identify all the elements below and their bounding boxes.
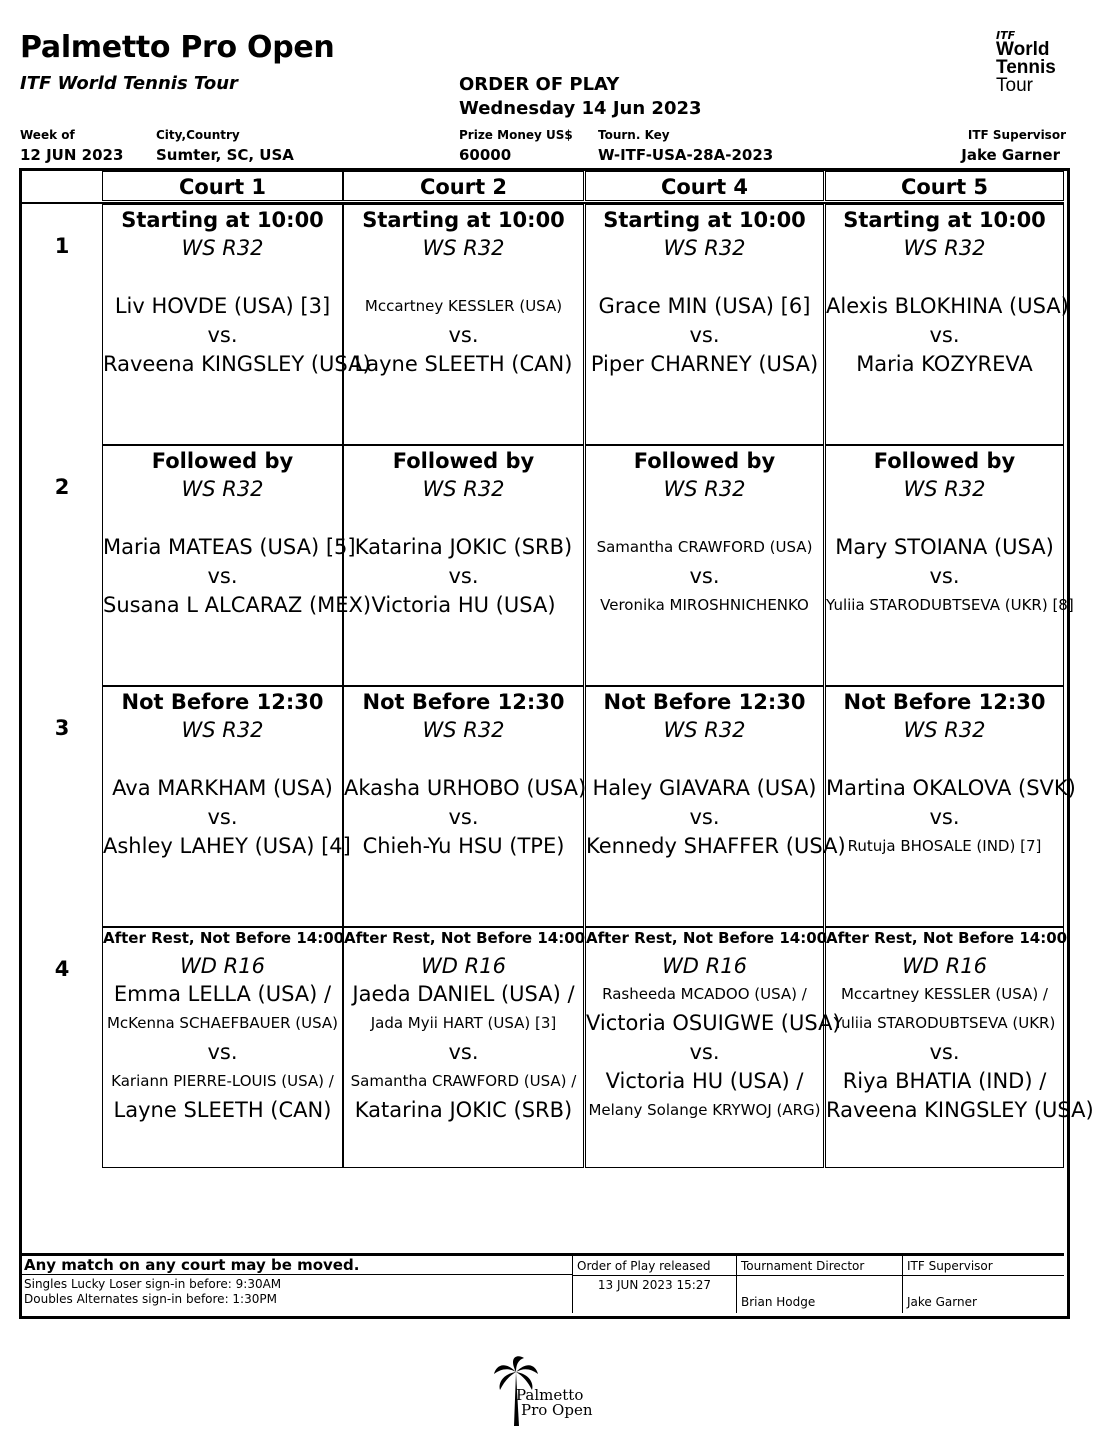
player-2: Ashley LAHEY (USA) [4] xyxy=(103,834,351,858)
start-time: Starting at 10:00 xyxy=(603,208,806,232)
supervisor-value: Jake Garner xyxy=(961,146,1060,164)
event-round: WS R32 xyxy=(422,236,505,260)
vs-label: vs. xyxy=(929,805,960,829)
logo-tour-text: Tour xyxy=(996,75,1033,96)
footer xyxy=(22,1253,1064,1316)
match-cell xyxy=(585,204,824,445)
team-2-player-1: Victoria HU (USA) / xyxy=(605,1069,804,1093)
player-2: Kennedy SHAFFER (USA) xyxy=(586,834,846,858)
player-2: Susana L ALCARAZ (MEX) xyxy=(103,593,372,617)
spacer xyxy=(826,262,1063,292)
row-number-4: 4 xyxy=(54,957,70,981)
start-time: Starting at 10:00 xyxy=(362,208,565,232)
team-2-player-2: Katarina JOKIC (SRB) xyxy=(354,1098,573,1122)
row-number-3: 3 xyxy=(54,716,70,740)
player-2: Chieh-Yu HSU (TPE) xyxy=(362,834,565,858)
city-label: City,Country xyxy=(156,128,240,142)
event-round: WS R32 xyxy=(181,236,264,260)
spacer xyxy=(586,262,823,292)
match-cell xyxy=(585,445,824,686)
start-time: Followed by xyxy=(392,449,535,473)
event-round: WD R16 xyxy=(180,954,265,978)
spacer xyxy=(586,503,823,533)
logo-tennis-text: Tennis xyxy=(996,57,1056,78)
match-cell xyxy=(102,204,371,445)
team-1-player-1: Mccartney KESSLER (USA) / xyxy=(840,985,1048,1003)
start-time: Not Before 12:30 xyxy=(121,690,324,714)
start-time: Followed by xyxy=(633,449,776,473)
signin-notes xyxy=(22,1274,572,1307)
spacer xyxy=(344,744,583,774)
spacer xyxy=(826,503,1063,533)
tourn-key-label: Tourn. Key xyxy=(598,128,670,142)
start-time: Not Before 12:30 xyxy=(362,690,565,714)
event-round: WS R32 xyxy=(422,718,505,742)
team-1-player-1: Rasheeda MCADOO (USA) / xyxy=(602,985,807,1003)
td-value: Brian Hodge xyxy=(737,1275,902,1310)
vs-label: vs. xyxy=(689,1040,720,1064)
supervisor-label: ITF Supervisor xyxy=(967,128,1066,142)
team-1-player-1: Emma LELLA (USA) / xyxy=(113,982,332,1006)
event-round: WS R32 xyxy=(903,718,986,742)
match-cell xyxy=(585,686,846,927)
start-time: After Rest, Not Before 14:00 xyxy=(103,929,345,947)
team-2-player-2: Layne SLEETH (CAN) xyxy=(113,1098,332,1122)
vs-label: vs. xyxy=(689,564,720,588)
spacer xyxy=(103,262,342,292)
world-tennis-tour-logo xyxy=(996,30,1068,102)
match-cell xyxy=(102,927,343,1168)
start-time: Not Before 12:30 xyxy=(603,690,806,714)
match-cell xyxy=(343,445,584,686)
palm-logo-line2: Pro Open xyxy=(521,1401,593,1419)
spacer xyxy=(103,744,342,774)
player-1: Ava MARKHAM (USA) xyxy=(112,776,333,800)
team-1-player-2: McKenna SCHAEFBAUER (USA) xyxy=(106,1014,339,1032)
match-cell xyxy=(343,927,584,1168)
vs-label: vs. xyxy=(207,323,238,347)
vs-label: vs. xyxy=(207,1040,238,1064)
player-1: Alexis BLOKHINA (USA) xyxy=(826,294,1069,318)
player-1: Mary STOIANA (USA) xyxy=(835,535,1054,559)
player-2: Piper CHARNEY (USA) xyxy=(590,352,819,376)
spacer xyxy=(826,744,1063,774)
footer-sup-value: Jake Garner xyxy=(903,1275,1064,1310)
player-2: Layne SLEETH (CAN) xyxy=(354,352,573,376)
footer-supervisor-box xyxy=(902,1256,1064,1313)
team-1-player-1: Jaeda DANIEL (USA) / xyxy=(352,982,575,1006)
match-cell xyxy=(102,686,351,927)
event-round: WD R16 xyxy=(902,954,987,978)
team-2-player-1: Kariann PIERRE-LOUIS (USA) / xyxy=(111,1072,334,1090)
team-2-player-1: Riya BHATIA (IND) / xyxy=(842,1069,1047,1093)
match-cell xyxy=(343,686,587,927)
start-time: Starting at 10:00 xyxy=(121,208,324,232)
vs-label: vs. xyxy=(207,805,238,829)
team-1-player-2: Yuliia STARODUBTSEVA (UKR) xyxy=(833,1014,1056,1032)
spacer xyxy=(344,503,583,533)
spacer xyxy=(344,262,583,292)
match-cell xyxy=(102,445,372,686)
start-time: After Rest, Not Before 14:00 xyxy=(586,929,828,947)
vs-label: vs. xyxy=(929,323,960,347)
player-2: Rutuja BHOSALE (IND) [7] xyxy=(847,837,1042,855)
court-header-1: Court 1 xyxy=(102,171,343,201)
event-round: WS R32 xyxy=(181,477,264,501)
start-time: Starting at 10:00 xyxy=(843,208,1046,232)
lucky-loser-note: Singles Lucky Loser sign-in before: 9:30AM xyxy=(24,1277,282,1291)
player-1: Mccartney KESSLER (USA) xyxy=(364,297,563,315)
vs-label: vs. xyxy=(689,323,720,347)
match-cell xyxy=(825,445,1074,686)
event-round: WS R32 xyxy=(181,718,264,742)
team-1-player-2: Victoria OSUIGWE (USA) xyxy=(586,1011,841,1035)
prize-label: Prize Money US$ xyxy=(459,128,573,142)
court-header-2: Court 2 xyxy=(343,171,584,201)
event-round: WS R32 xyxy=(663,477,746,501)
order-of-play-label: ORDER OF PLAY xyxy=(459,74,620,95)
event-round: WS R32 xyxy=(903,236,986,260)
tourn-key-value: W-ITF-USA-28A-2023 xyxy=(598,146,774,164)
team-1-player-2: Jada Myii HART (USA) [3] xyxy=(370,1014,557,1032)
player-2: Veronika MIROSHNICHENKO xyxy=(600,596,809,614)
vs-label: vs. xyxy=(448,1040,479,1064)
spacer xyxy=(103,503,342,533)
row-number-1: 1 xyxy=(54,234,70,258)
palm-logo-line1: Palmetto xyxy=(516,1386,584,1404)
itf-logo-text: ITF xyxy=(996,29,1016,42)
footer-sup-label: ITF Supervisor xyxy=(907,1259,993,1273)
city-value: Sumter, SC, USA xyxy=(156,146,294,164)
player-1: Maria MATEAS (USA) [5] xyxy=(103,535,356,559)
player-2: Maria KOZYREVA xyxy=(856,352,1033,376)
palmetto-pro-open-logo xyxy=(494,1356,594,1428)
event-round: WD R16 xyxy=(662,954,747,978)
match-cell xyxy=(825,204,1069,445)
prize-value: 60000 xyxy=(459,146,512,164)
start-time: After Rest, Not Before 14:00 xyxy=(344,929,586,947)
vs-label: vs. xyxy=(689,805,720,829)
td-label: Tournament Director xyxy=(741,1259,865,1273)
match-cell xyxy=(825,927,1094,1168)
event-round: WS R32 xyxy=(663,236,746,260)
team-2-player-2: Melany Solange KRYWOJ (ARG) xyxy=(588,1101,821,1119)
player-1: Haley GIAVARA (USA) xyxy=(592,776,817,800)
match-cell xyxy=(585,927,841,1168)
match-cell xyxy=(343,204,584,445)
tournament-title: Palmetto Pro Open xyxy=(20,30,335,65)
event-round: WS R32 xyxy=(422,477,505,501)
vs-label: vs. xyxy=(207,564,238,588)
court-move-notice: Any match on any court may be moved. xyxy=(24,1256,360,1274)
vs-label: vs. xyxy=(448,564,479,588)
match-cell xyxy=(825,686,1076,927)
player-2: Yuliia STARODUBTSEVA (UKR) [8] xyxy=(826,596,1074,614)
start-time: Followed by xyxy=(151,449,294,473)
player-1: Katarina JOKIC (SRB) xyxy=(354,535,573,559)
spacer xyxy=(586,744,823,774)
play-date: Wednesday 14 Jun 2023 xyxy=(459,98,702,119)
court-header-4: Court 5 xyxy=(825,171,1064,201)
event-round: WD R16 xyxy=(421,954,506,978)
vs-label: vs. xyxy=(448,805,479,829)
player-1: Samantha CRAWFORD (USA) xyxy=(596,538,813,556)
tournament-director-box xyxy=(736,1256,902,1313)
team-2-player-2: Raveena KINGSLEY (USA) xyxy=(826,1098,1094,1122)
week-label: Week of xyxy=(20,128,75,142)
player-2: Raveena KINGSLEY (USA) xyxy=(103,352,371,376)
player-1: Akasha URHOBO (USA) xyxy=(344,776,587,800)
player-2: Victoria HU (USA) xyxy=(371,593,556,617)
vs-label: vs. xyxy=(929,1040,960,1064)
week-value: 12 JUN 2023 xyxy=(20,146,124,164)
tour-subtitle: ITF World Tennis Tour xyxy=(20,73,238,94)
start-time: After Rest, Not Before 14:00 xyxy=(826,929,1068,947)
footer-notes xyxy=(22,1256,572,1313)
vs-label: vs. xyxy=(929,564,960,588)
player-1: Martina OKALOVA (SVK) xyxy=(826,776,1076,800)
released-box xyxy=(572,1256,736,1313)
alternates-note: Doubles Alternates sign-in before: 1:30PM xyxy=(24,1292,277,1306)
player-1: Liv HOVDE (USA) [3] xyxy=(114,294,331,318)
logo-world-text: World xyxy=(996,39,1050,60)
start-time: Followed by xyxy=(873,449,1016,473)
released-value: 13 JUN 2023 15:27 xyxy=(573,1275,736,1294)
player-1: Grace MIN (USA) [6] xyxy=(598,294,811,318)
row-number-2: 2 xyxy=(54,475,70,499)
event-round: WS R32 xyxy=(663,718,746,742)
court-header-3: Court 4 xyxy=(585,171,824,201)
team-2-player-1: Samantha CRAWFORD (USA) / xyxy=(350,1072,577,1090)
released-label: Order of Play released xyxy=(577,1259,711,1273)
start-time: Not Before 12:30 xyxy=(843,690,1046,714)
vs-label: vs. xyxy=(448,323,479,347)
event-round: WS R32 xyxy=(903,477,986,501)
